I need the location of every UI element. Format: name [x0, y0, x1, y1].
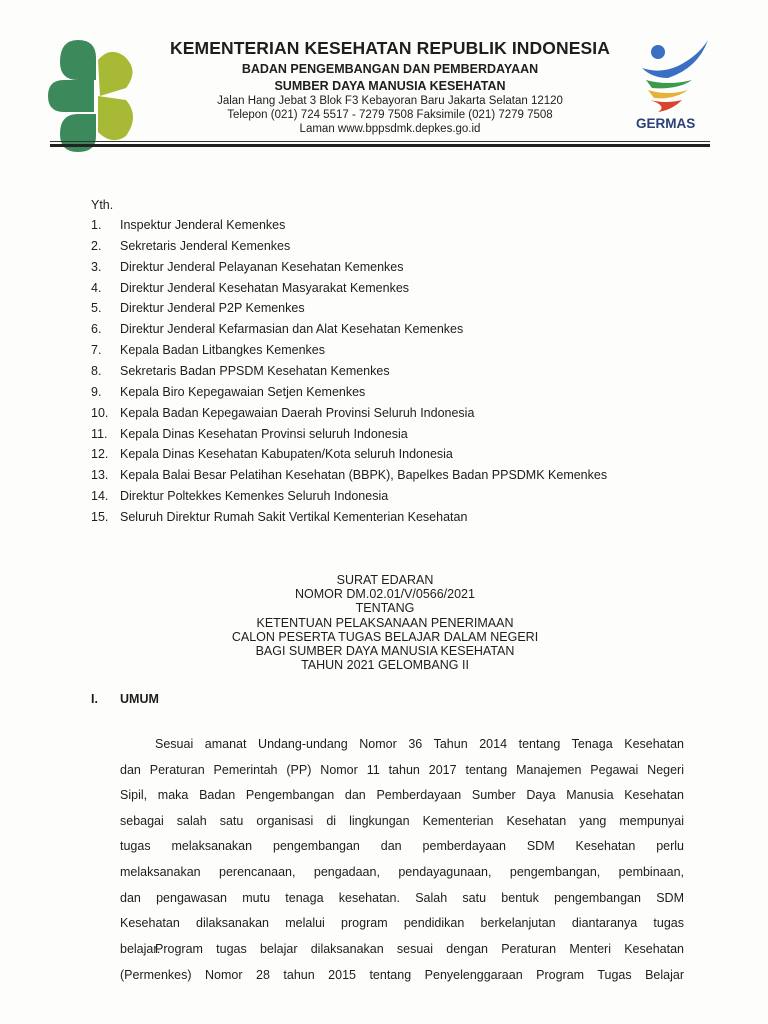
recipient-number: 4.	[91, 280, 102, 295]
recipient-text: Seluruh Direktur Rumah Sakit Vertikal Kementerian Kesehatan	[120, 509, 468, 524]
heading-line: TAHUN 2021 GELOMBANG II	[301, 658, 469, 673]
recipient-text: Direktur Jenderal Pelayanan Kesehatan Kemenkes	[120, 259, 404, 274]
address: Jalan Hang Jebat 3 Blok F3 Kebayoran Baru Jakarta Selatan 12120	[217, 95, 563, 107]
recipient-item	[91, 468, 607, 482]
heading-line: CALON PESERTA TUGAS BELAJAR DALAM NEGERI	[231, 629, 539, 644]
recipient-item	[91, 343, 325, 357]
heading-line: NOMOR DM.02.01/V/0566/2021	[295, 587, 475, 602]
paragraph-2	[120, 937, 684, 988]
agency-name-line-2: SUMBER DAYA MANUSIA KESEHATAN	[274, 79, 506, 93]
paragraph-line: dan pengawasan mutu tenaga kesehatan. Salah satu bentuk pengembangan SDM	[120, 890, 684, 905]
germas-logo	[638, 38, 714, 116]
heading-line: SURAT EDARAN	[336, 573, 434, 587]
kemenkes-logo	[48, 40, 144, 152]
recipient-number: 6.	[91, 322, 102, 337]
recipient-number: 13.	[91, 468, 109, 483]
recipient-text: Sekretaris Jenderal Kemenkes	[120, 238, 291, 253]
paragraph-line: dan Peraturan Pemerintah (PP) Nomor 11 tahun 2017 tentang Manajemen Pegawai Negeri	[120, 762, 684, 777]
phone-fax: Telepon (021) 724 5517 - 7279 7508 Faksimile (021) 7279 7508	[227, 109, 553, 121]
recipient-number: 8.	[91, 363, 102, 378]
recipient-item	[91, 281, 409, 295]
ministry-title: KEMENTERIAN KESEHATAN REPUBLIK INDONESIA	[170, 38, 610, 58]
salutation: Yth.	[91, 198, 114, 212]
paragraph-line: Kesehatan dilaksanakan melalui program pendidikan berkelanjutan diantaranya tugas	[120, 916, 684, 931]
recipient-number: 5.	[91, 301, 102, 316]
recipient-text: Kepala Balai Besar Pelatihan Kesehatan (BBPK), Bapelkes Badan PPSDMK Kemenkes	[120, 468, 608, 483]
section-number: I.	[91, 692, 98, 706]
recipient-text: Kepala Badan Litbangkes Kemenkes	[120, 343, 326, 358]
recipient-item	[91, 218, 285, 232]
heading-line: BAGI SUMBER DAYA MANUSIA KESEHATAN	[255, 644, 515, 659]
heading-line: TENTANG	[355, 601, 415, 616]
paragraph-line: (Permenkes) Nomor 28 tahun 2015 tentang Penyelenggaraan Program Tugas Belajar	[120, 967, 684, 982]
recipient-number: 1.	[91, 218, 102, 232]
recipient-item	[91, 364, 390, 378]
heading-line: KETENTUAN PELAKSANAAN PENERIMAAN	[256, 615, 514, 630]
recipient-text: Kepala Dinas Kesehatan Kabupaten/Kota seluruh Indonesia	[120, 447, 453, 462]
recipient-number: 10.	[91, 405, 109, 420]
recipient-text: Direktur Jenderal Kefarmasian dan Alat Kesehatan Kemenkes	[120, 322, 464, 337]
germas-label: GERMAS	[636, 116, 696, 131]
recipient-number: 15.	[91, 509, 109, 524]
recipient-text: Kepala Dinas Kesehatan Provinsi seluruh Indonesia	[120, 426, 408, 441]
recipient-text: Direktur Jenderal P2P Kemenkes	[120, 301, 305, 316]
recipient-text: Kepala Badan Kepegawaian Daerah Provinsi Seluruh Indonesia	[120, 405, 475, 420]
recipient-number: 12.	[91, 447, 109, 462]
recipient-item	[91, 447, 453, 461]
recipient-number: 9.	[91, 384, 102, 399]
recipient-item	[91, 510, 467, 524]
recipient-number: 3.	[91, 259, 102, 274]
agency-name-line-1: BADAN PENGEMBANGAN DAN PEMBERDAYAAN	[241, 62, 539, 76]
paragraph-line: tugas melaksanakan pengembangan dan pemberdayaan SDM Kesehatan perlu	[120, 839, 684, 854]
recipient-text: Inspektur Jenderal Kemenkes	[120, 218, 286, 232]
recipient-number: 2.	[91, 238, 102, 253]
section-title: UMUM	[120, 692, 159, 706]
recipient-item	[91, 260, 404, 274]
paragraph-line: Sesuai amanat Undang-undang Nomor 36 Tahun 2014 tentang Tenaga Kesehatan	[155, 737, 684, 751]
recipient-text: Direktur Poltekkes Kemenkes Seluruh Indonesia	[120, 489, 389, 504]
recipient-item	[91, 406, 474, 420]
recipient-item	[91, 301, 305, 315]
paragraph-line: Program tugas belajar dilaksanakan sesuai dengan Peraturan Menteri Kesehatan	[155, 942, 684, 956]
recipient-number: 14.	[91, 489, 109, 504]
paragraph-line: sebagai salah satu organisasi di lingkungan Kementerian Kesehatan yang mempunyai	[120, 813, 684, 828]
paragraph-line: Sipil, maka Badan Pengembangan dan Pemberdayaan Sumber Daya Manusia Kesehatan	[120, 788, 684, 803]
recipient-text: Kepala Biro Kepegawaian Setjen Kemenkes	[120, 384, 366, 399]
recipient-text: Sekretaris Badan PPSDM Kesehatan Kemenkes	[120, 363, 390, 378]
header-divider-thin	[50, 141, 710, 142]
recipient-item	[91, 427, 408, 441]
recipient-text: Direktur Jenderal Kesehatan Masyarakat Kemenkes	[120, 280, 410, 295]
recipient-item	[91, 489, 388, 503]
website: Laman www.bppsdmk.depkes.go.id	[299, 123, 481, 135]
header-divider-thick	[50, 144, 710, 147]
recipient-number: 7.	[91, 343, 102, 358]
letter-heading	[140, 573, 630, 672]
recipient-item	[91, 385, 365, 399]
section-heading	[91, 692, 159, 706]
paragraph-line: melaksanakan perencanaan, pengadaan, pendayagunaan, pengembangan, pembinaan,	[120, 864, 684, 879]
recipient-item	[91, 239, 290, 253]
paragraph-line: belajar.	[120, 941, 161, 956]
recipient-number: 11.	[91, 426, 108, 441]
recipient-item	[91, 322, 463, 336]
paragraph-1	[120, 732, 684, 962]
